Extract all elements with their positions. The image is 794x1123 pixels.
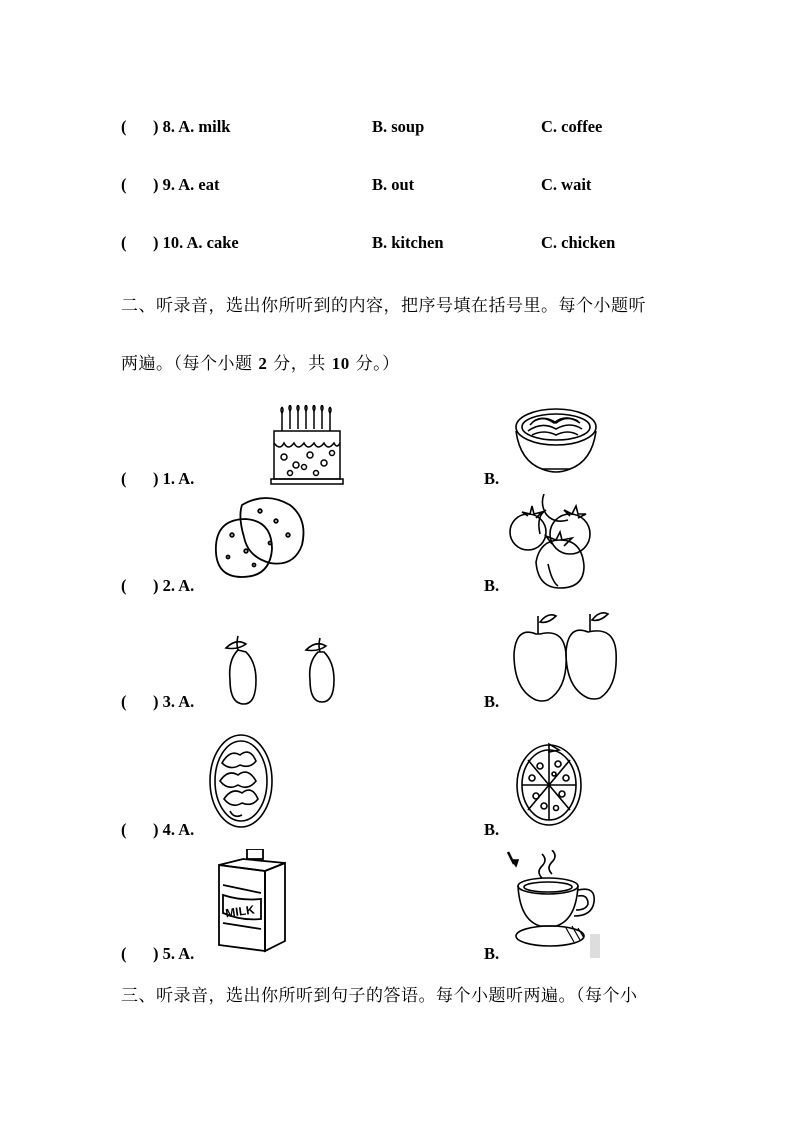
question-option-b: B. kitchen [372,233,444,252]
candles [281,405,331,431]
question-5-label-b: B. [484,944,500,963]
answer-paren[interactable]: ( [121,117,127,136]
paren-open[interactable]: ( [121,820,127,839]
question-3-label-a: ) 3. A. [153,692,195,711]
answer-paren[interactable]: ( [121,233,127,252]
paren-open[interactable]: ( [121,944,127,963]
potatoes-picture[interactable] [210,495,306,581]
paren-open[interactable]: ( [121,692,127,711]
pizza-picture[interactable] [514,742,584,828]
question-3-label-b: B. [484,692,500,711]
milk-label: MILK [224,902,256,921]
question-2-label-b: B. [484,576,500,595]
question-option-a: ) 8. A. milk [153,117,231,136]
instruction-text: 分。） [349,354,400,374]
birthday-cake-picture[interactable] [270,405,346,487]
question-option-a: ) 9. A. eat [153,175,220,194]
question-option-c: C. chicken [541,233,616,252]
question-1-label-b: B. [484,469,500,488]
question-option-b: B. soup [372,117,425,136]
question-5-label-a: ) 5. A. [153,944,195,963]
instruction-text: 分，共 [267,354,332,374]
question-row-10 [0,233,794,263]
tomatoes-picture[interactable] [508,494,594,590]
question-4-label-b: B. [484,820,500,839]
question-2-label-a: ) 2. A. [153,576,195,595]
total-points: 10 [331,354,350,373]
pears-picture[interactable] [220,632,340,708]
question-option-c: C. coffee [541,117,603,136]
coffee-cup-picture[interactable] [506,850,602,960]
points-per-question: 2 [258,354,268,373]
question-row-8 [0,117,794,147]
question-option-a: ) 10. A. cake [153,233,239,252]
section-2-instruction-line1: 二、听录音，选出你所听到的内容，把序号填在括号里。每个小题听 [121,296,646,316]
dumplings-plate-picture[interactable] [208,733,274,829]
paren-open[interactable]: ( [121,576,127,595]
milk-carton-picture[interactable] [213,849,291,953]
apples-picture[interactable] [512,606,618,706]
instruction-text: 两遍。（每个小题 [121,354,259,374]
noodles-bowl-picture[interactable] [512,403,600,475]
question-option-b: B. out [372,175,415,194]
answer-paren[interactable]: ( [121,175,127,194]
question-4-label-a: ) 4. A. [153,820,195,839]
question-option-c: C. wait [541,175,592,194]
paren-open[interactable]: ( [121,469,127,488]
section-2-instruction-line2 [121,349,400,374]
question-row-9 [0,175,794,205]
section-3-instruction-line1: 三、听录音，选出你所听到句子的答语。每个小题听两遍。（每个小 [121,986,638,1006]
question-1-label-a: ) 1. A. [153,469,195,488]
